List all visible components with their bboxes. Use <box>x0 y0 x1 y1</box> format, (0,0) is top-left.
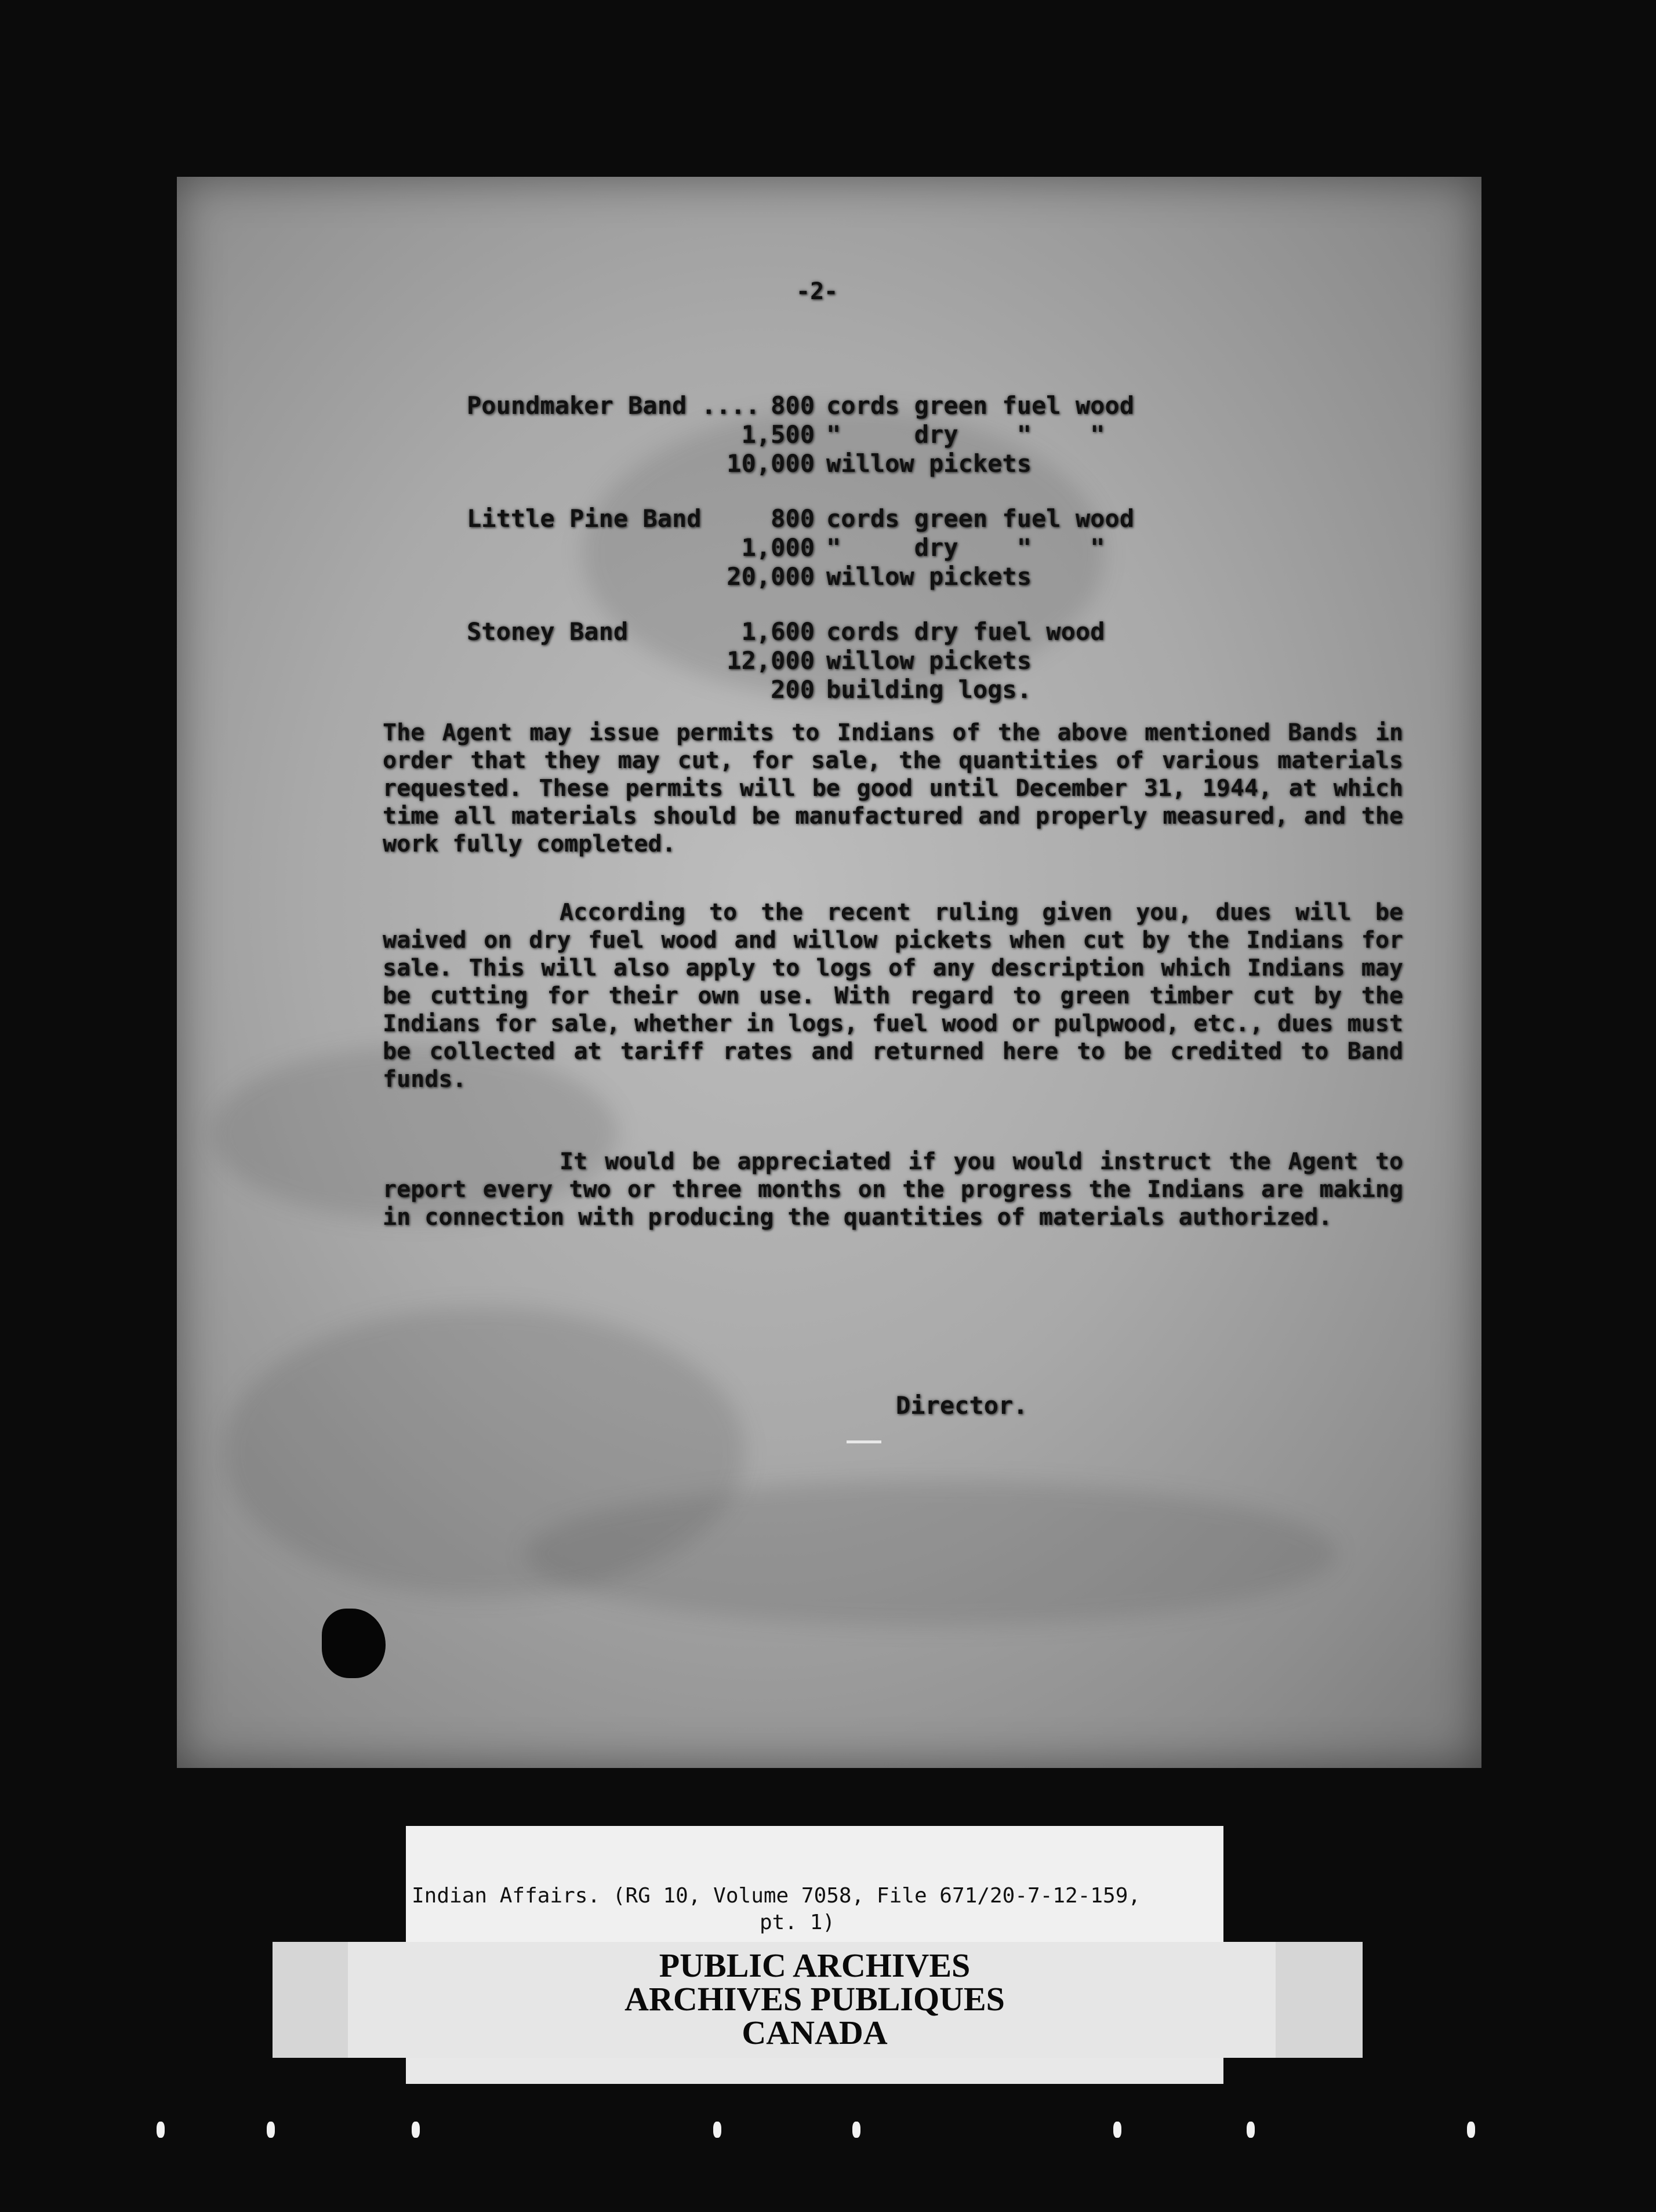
material-quantity: 1,500 <box>741 420 815 449</box>
material-quantity: 800 <box>771 504 815 533</box>
band-materials <box>699 617 1105 704</box>
archive-institution <box>406 1949 1223 2050</box>
material-line <box>699 533 1134 562</box>
material-description: cords green fuel wood <box>826 504 1135 533</box>
scratch-mark <box>847 1440 881 1443</box>
material-description: " dry " " <box>826 420 1105 449</box>
band-materials <box>699 391 1134 478</box>
material-line <box>699 504 1134 533</box>
film-sprocket-mark <box>852 2122 860 2138</box>
material-quantity: 200 <box>771 675 815 704</box>
material-quantity: 800 <box>771 391 815 420</box>
material-quantity: 20,000 <box>727 562 815 591</box>
material-line <box>699 675 1105 704</box>
material-quantity: 12,000 <box>727 646 815 675</box>
archive-reference <box>412 1883 1223 1936</box>
punch-hole <box>322 1609 386 1678</box>
reference-line: Indian Affairs. (RG 10, Volume 7058, File 671/20-7-12-159, <box>412 1884 1141 1908</box>
film-sprocket-mark <box>412 2122 420 2138</box>
paragraph-dues-ruling: According to the recent ruling given you, dues will be waived on dry fuel wood and willow pickets when cut by the Indians for sale. This will also apply to logs of any description which Indians may be cutting for their own use. With regard to green timber cut by the Indians for sale, whether in logs, fuel wood or pulpwood, etc., dues must be collected at tariff rates and returned here to be credited to Band funds. <box>383 899 1403 1093</box>
material-description: willow pickets <box>826 562 1032 591</box>
institution-country: CANADA <box>742 2014 888 2051</box>
reference-line: pt. 1) <box>760 1911 836 1934</box>
band-name: Stoney Band <box>467 617 629 646</box>
material-line <box>699 449 1134 478</box>
water-stain <box>525 1481 1337 1626</box>
material-description: cords dry fuel wood <box>826 617 1105 646</box>
film-sprocket-mark <box>713 2122 721 2138</box>
material-description: building logs. <box>826 675 1032 704</box>
material-quantity: 1,600 <box>741 617 815 646</box>
band-entry <box>467 617 1452 730</box>
material-line <box>699 420 1134 449</box>
institution-english: PUBLIC ARCHIVES <box>659 1947 971 1984</box>
material-description: willow pickets <box>826 449 1032 478</box>
material-description: cords green fuel wood <box>826 391 1135 420</box>
film-sprocket-mark <box>267 2122 275 2138</box>
material-line <box>699 562 1134 591</box>
band-name: Little Pine Band <box>467 504 702 533</box>
material-quantity: 10,000 <box>727 449 815 478</box>
film-sprocket-mark <box>1467 2122 1475 2138</box>
page-number: -2- <box>796 278 838 305</box>
film-sprocket-mark <box>1247 2122 1255 2138</box>
signature-title: Director. <box>896 1391 1028 1420</box>
band-materials <box>699 504 1134 591</box>
film-sprocket-mark <box>157 2122 165 2138</box>
document-page <box>177 177 1481 1768</box>
material-line <box>699 617 1105 646</box>
band-entry <box>467 504 1452 617</box>
material-line <box>699 646 1105 675</box>
material-description: " dry " " <box>826 533 1105 562</box>
material-quantity: 1,000 <box>741 533 815 562</box>
film-sprocket-mark <box>1113 2122 1121 2138</box>
band-name: Poundmaker Band .... <box>467 391 760 420</box>
institution-french: ARCHIVES PUBLIQUES <box>624 1980 1005 2018</box>
paragraph-permits: The Agent may issue permits to Indians of the above mentioned Bands in order that they may cut, for sale, the quantities of various materials requested. These permits will be good until December 31, 1944, at which time all materials should be manufactured and properly measured, and the work fully completed. <box>383 719 1403 857</box>
material-description: willow pickets <box>826 646 1032 675</box>
band-list <box>467 391 1452 730</box>
archive-card-bottom <box>406 2058 1223 2084</box>
material-line <box>699 391 1134 420</box>
paragraph-report-request: It would be appreciated if you would instruct the Agent to report every two or three months on the progress the Indians are making in connection with producing the quantities of materials authorized. <box>383 1148 1403 1231</box>
band-entry <box>467 391 1452 504</box>
